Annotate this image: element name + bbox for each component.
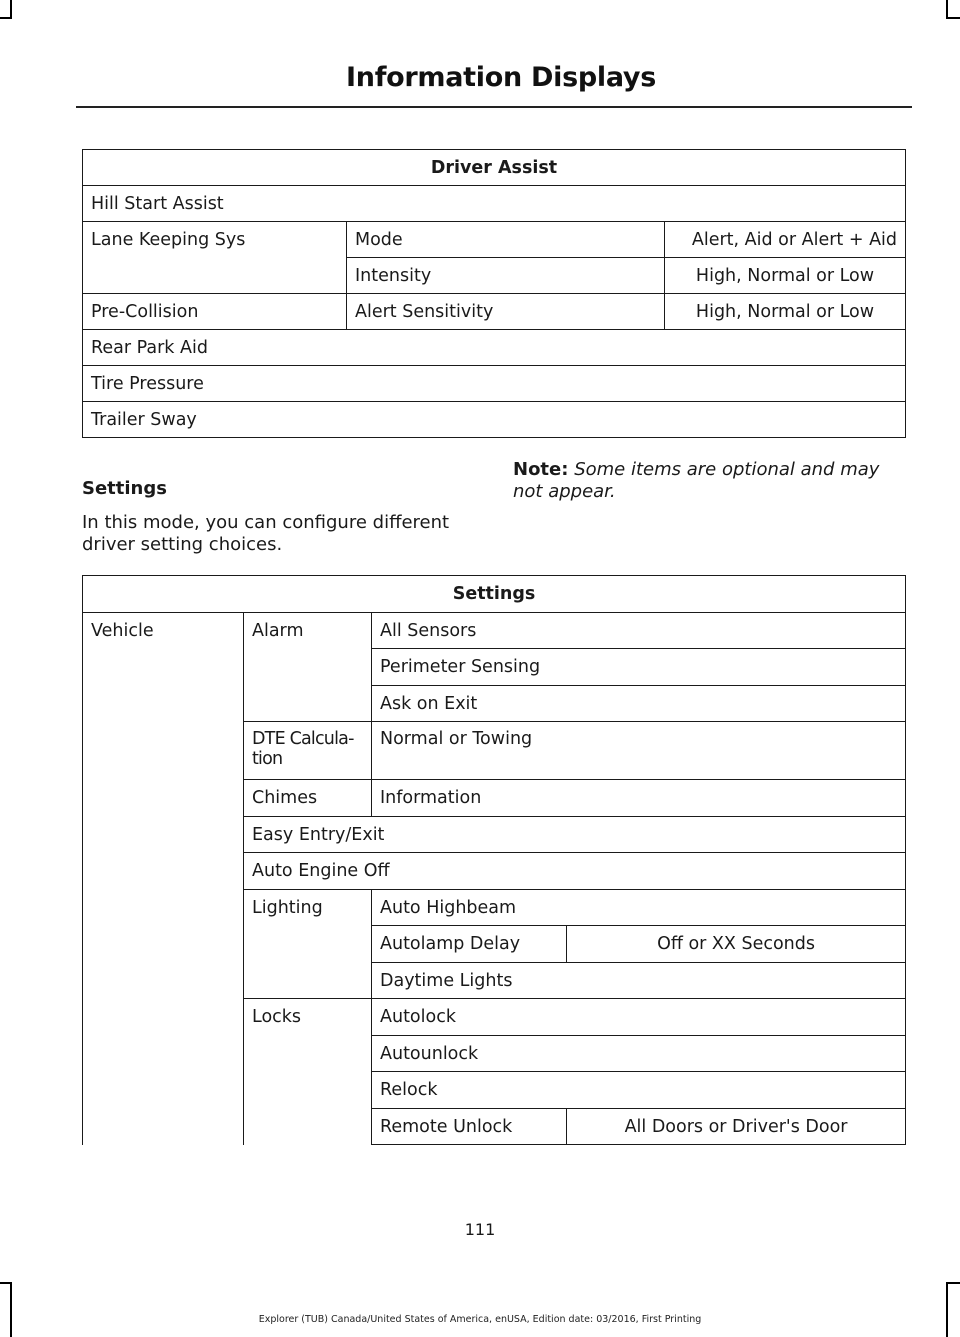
table-cell: Locks xyxy=(244,999,372,1145)
table-cell: High, Normal or Low xyxy=(665,294,906,330)
driver-assist-table xyxy=(82,149,906,438)
page-number: 111 xyxy=(464,1220,496,1239)
page-title: Information Displays xyxy=(346,62,656,93)
crop-mark xyxy=(946,0,948,18)
note-text: Some items are optional and may not appear. xyxy=(513,459,880,502)
table-cell: Information xyxy=(372,780,906,817)
header-rule xyxy=(76,106,912,108)
table-row xyxy=(83,576,906,613)
table-cell: Alarm xyxy=(244,612,372,722)
table-cell: Autolock xyxy=(372,999,906,1036)
table-cell: Auto Highbeam xyxy=(372,889,906,926)
table-cell: Perimeter Sensing xyxy=(372,649,906,686)
table-cell: Relock xyxy=(372,1072,906,1109)
crop-mark xyxy=(946,17,960,19)
section-body: In this mode, you can configure different driver setting choices. xyxy=(82,512,450,555)
section-heading: Settings xyxy=(82,478,167,499)
table-cell: Easy Entry/Exit xyxy=(244,816,906,853)
table-cell: Alert, Aid or Alert + Aid xyxy=(665,222,906,258)
note xyxy=(513,459,903,503)
table-cell: All Doors or Driver's Door xyxy=(567,1108,906,1145)
table-cell: Alert Sensitivity xyxy=(347,294,665,330)
crop-mark xyxy=(10,1282,12,1337)
crop-mark xyxy=(946,1282,948,1337)
table-cell: High, Normal or Low xyxy=(665,258,906,294)
table-row xyxy=(83,294,906,330)
dte-line-2: tion xyxy=(252,749,283,769)
table-row xyxy=(83,366,906,402)
dte-line-1: DTE Calcula- xyxy=(252,729,354,749)
table-cell: Vehicle xyxy=(83,612,244,1145)
table-cell: Tire Pressure xyxy=(83,366,906,402)
crop-mark xyxy=(10,0,12,18)
table-cell: Ask on Exit xyxy=(372,685,906,722)
table-heading: Settings xyxy=(83,576,906,613)
settings-table xyxy=(82,575,906,1145)
table-cell: All Sensors xyxy=(372,612,906,649)
table-cell: Off or XX Seconds xyxy=(567,926,906,963)
table-heading: Driver Assist xyxy=(83,150,906,186)
table-row xyxy=(83,612,906,649)
table-cell: Intensity xyxy=(347,258,665,294)
table-row xyxy=(83,330,906,366)
table-row xyxy=(83,186,906,222)
table-cell: Mode xyxy=(347,222,665,258)
table-cell: Daytime Lights xyxy=(372,962,906,999)
table-cell: Autolamp Delay xyxy=(372,926,567,963)
crop-mark xyxy=(0,1282,12,1284)
table-cell: Rear Park Aid xyxy=(83,330,906,366)
table-cell: Trailer Sway xyxy=(83,402,906,438)
table-cell: Hill Start Assist xyxy=(83,186,906,222)
table-cell: Lighting xyxy=(244,889,372,999)
footer: Explorer (TUB) Canada/United States of America, enUSA, Edition date: 03/2016, First Printing xyxy=(258,1314,702,1325)
table-cell: Auto Engine Off xyxy=(244,853,906,890)
table-row xyxy=(83,150,906,186)
table-cell: Autounlock xyxy=(372,1035,906,1072)
table-cell xyxy=(244,722,372,780)
crop-mark xyxy=(0,17,12,19)
note-label: Note: xyxy=(513,459,569,480)
table-cell: Normal or Towing xyxy=(372,722,906,780)
table-cell: Remote Unlock xyxy=(372,1108,567,1145)
table-cell: Chimes xyxy=(244,780,372,817)
table-cell: Pre-Collision xyxy=(83,294,347,330)
table-row xyxy=(83,402,906,438)
table-row xyxy=(83,222,906,258)
table-cell: Lane Keeping Sys xyxy=(83,222,347,294)
crop-mark xyxy=(946,1282,960,1284)
